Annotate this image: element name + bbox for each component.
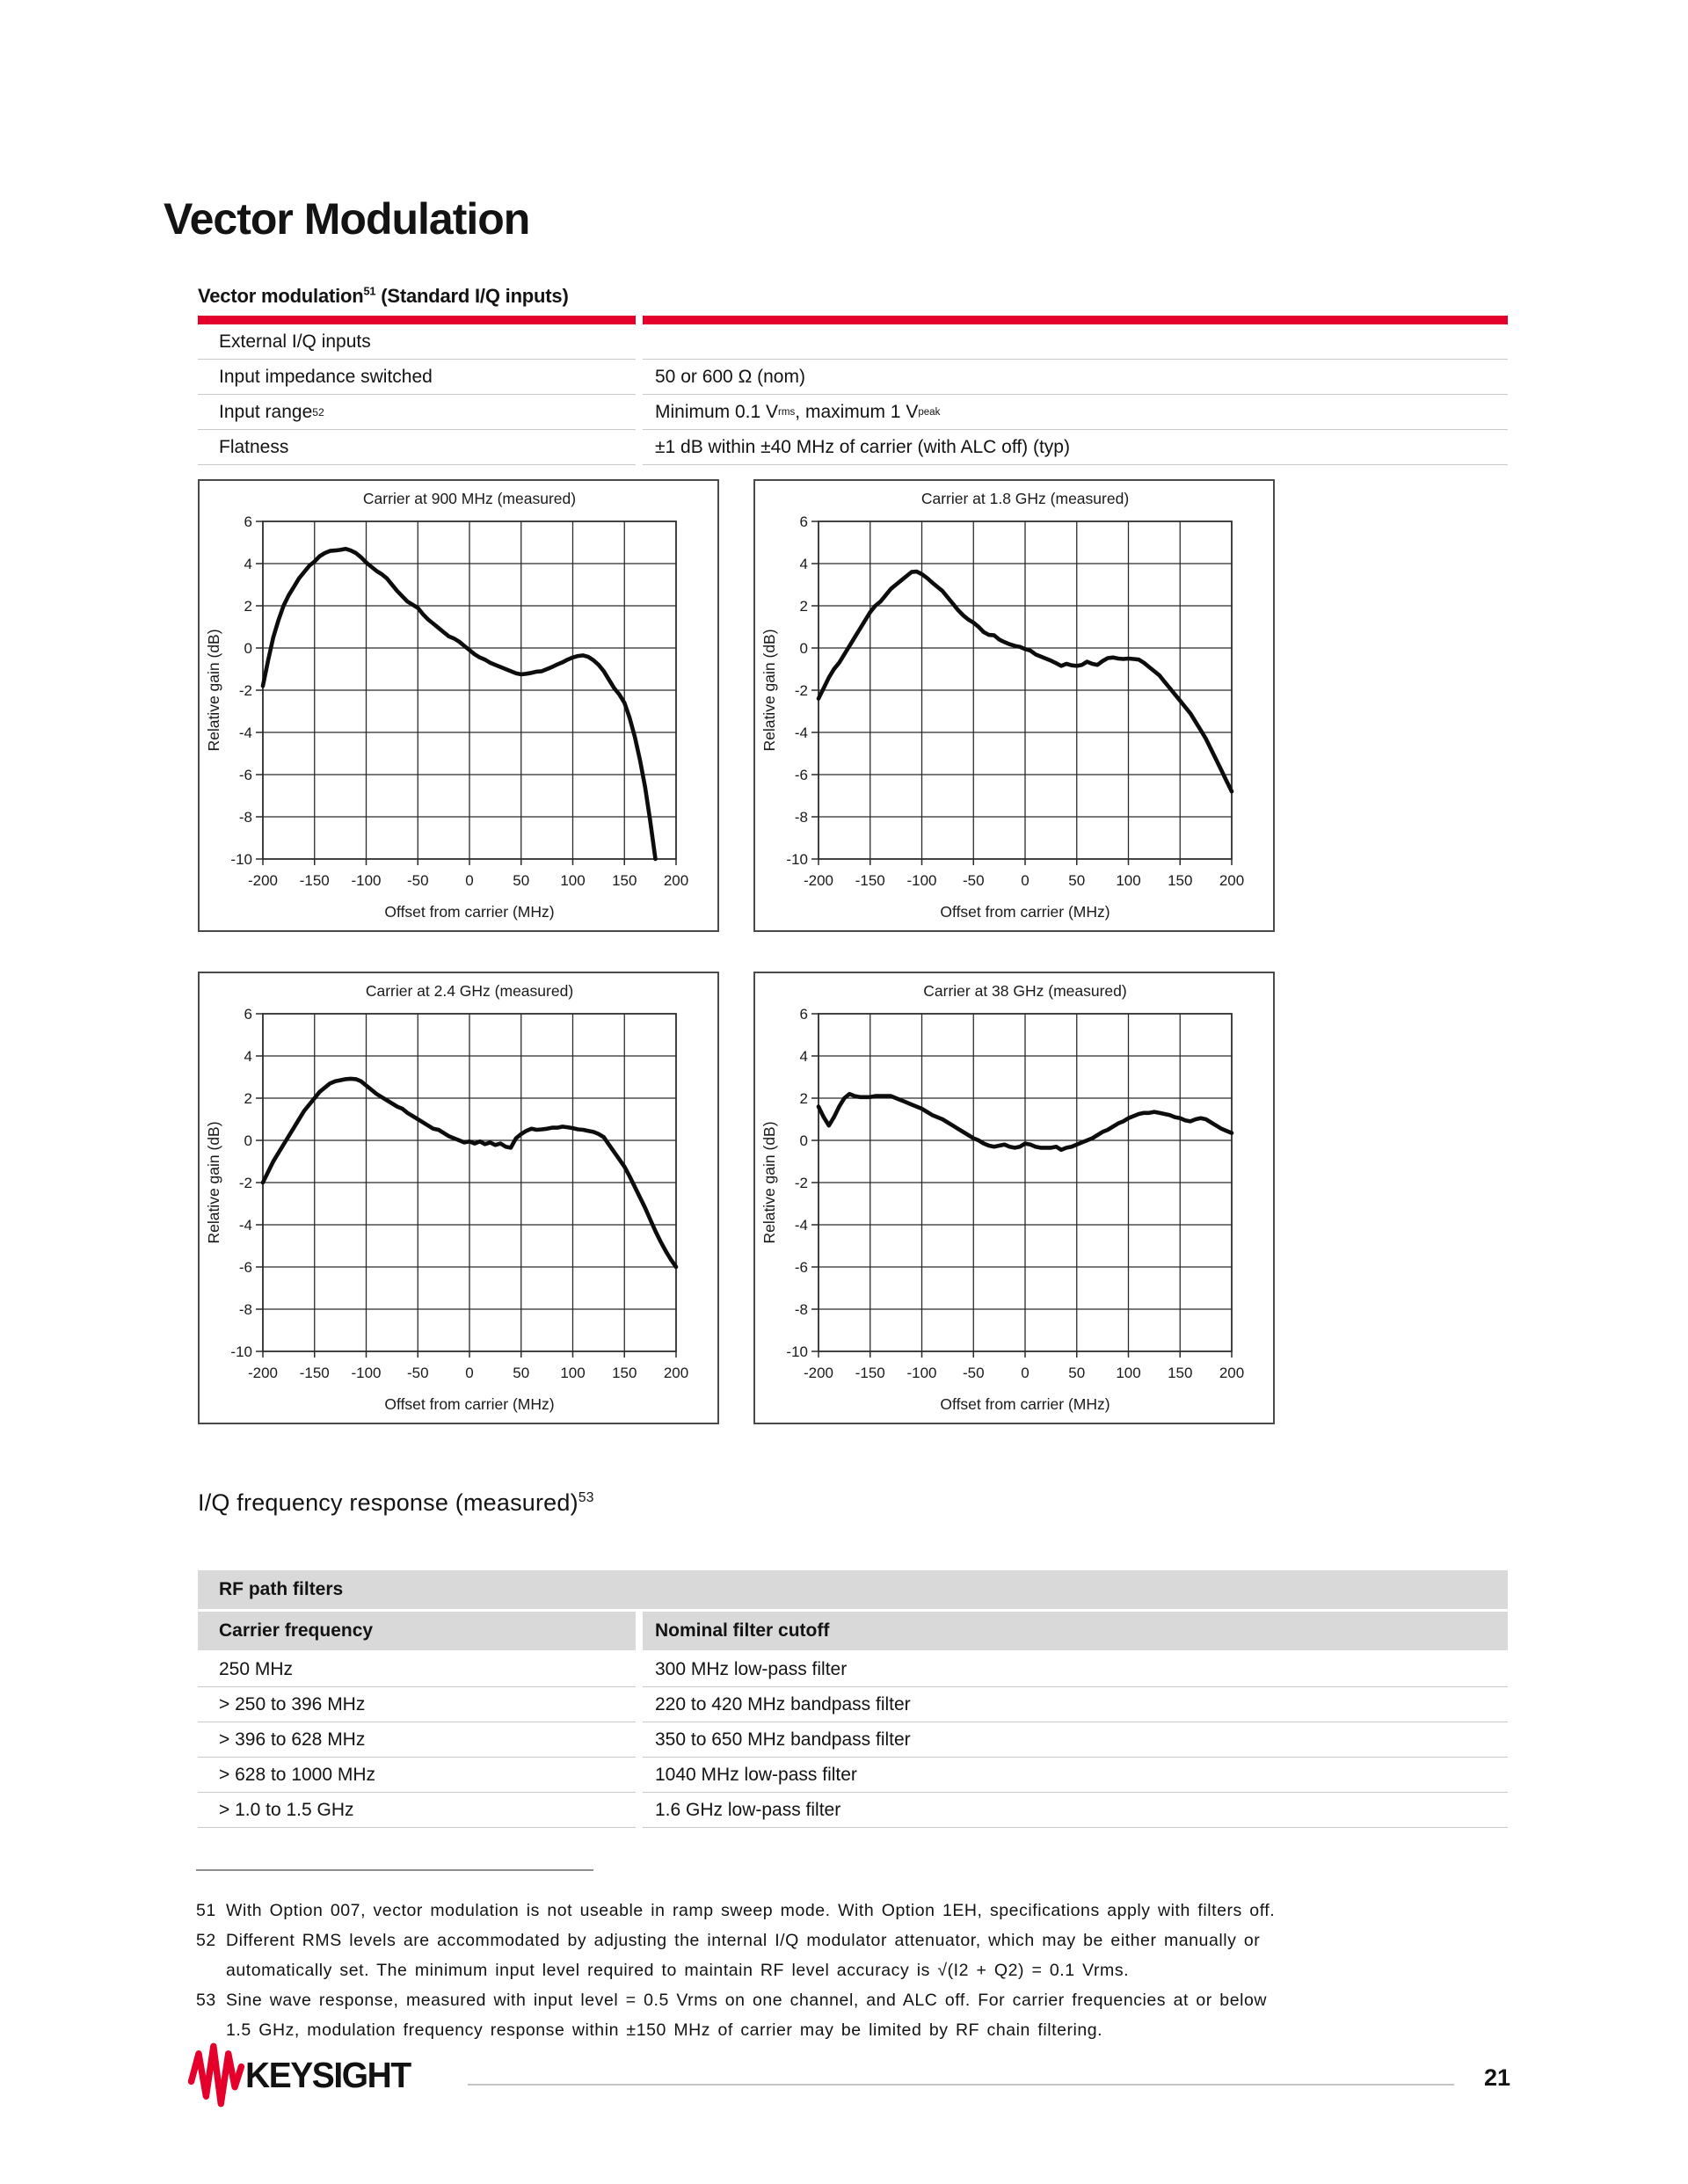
y-tick-label: -4	[238, 724, 252, 741]
y-tick-label: -4	[794, 1217, 808, 1234]
y-tick-label: -10	[230, 851, 252, 868]
x-tick-label: 0	[465, 1365, 474, 1381]
rf-table-rows	[198, 1652, 1508, 1828]
y-tick-label: 0	[244, 640, 252, 657]
chart-svg	[200, 481, 717, 930]
chart-svg	[755, 481, 1273, 930]
y-tick-label: -10	[786, 851, 808, 868]
footnote	[196, 1955, 1532, 1985]
footnote-number: 53	[196, 1991, 216, 2010]
y-tick-label: 4	[244, 1048, 252, 1065]
table-cell: 300 MHz low-pass filter	[643, 1652, 1508, 1687]
column-gap	[636, 430, 643, 465]
y-tick-label: -6	[238, 1259, 252, 1276]
table-row	[198, 1652, 1508, 1687]
footer-rule	[468, 2084, 1454, 2086]
footnote	[196, 1926, 1532, 1955]
footnote-text: 1.5 GHz, modulation frequency response within ±150 MHz of carrier may be limited by RF chain filtering.	[226, 2020, 1103, 2040]
column-gap	[636, 360, 643, 395]
x-tick-label: -200	[803, 1365, 834, 1381]
x-tick-label: 150	[1168, 872, 1193, 889]
y-tick-label: 2	[799, 1090, 808, 1107]
keysight-spark-icon	[187, 2041, 245, 2109]
chart-carrier-38ghz	[753, 972, 1275, 1424]
rf-table-group-header: RF path filters	[198, 1570, 1508, 1609]
y-tick-label: -8	[238, 1301, 252, 1318]
chart-carrier-900mhz	[198, 479, 719, 932]
x-tick-label: -150	[299, 872, 330, 889]
table-row	[198, 430, 1508, 465]
x-tick-label: 0	[1021, 872, 1030, 889]
y-tick-label: -10	[230, 1343, 252, 1360]
keysight-wordmark: KEYSIGHT	[245, 2054, 411, 2095]
column-gap	[636, 1758, 643, 1793]
x-tick-label: 0	[1021, 1365, 1030, 1381]
x-tick-label: 200	[663, 1365, 689, 1381]
column-gap	[636, 395, 643, 430]
x-tick-label: -150	[299, 1365, 330, 1381]
x-tick-label: 150	[612, 1365, 637, 1381]
table-cell	[643, 324, 1508, 360]
table-row	[198, 324, 1508, 360]
x-tick-label: 50	[513, 872, 530, 889]
footnote-lines	[196, 1896, 1532, 2045]
x-tick-label: -50	[406, 1365, 429, 1381]
table-cell: Input impedance switched	[198, 360, 636, 395]
y-tick-label: -10	[786, 1343, 808, 1360]
x-tick-label: -100	[906, 1365, 937, 1381]
footnote-separator	[196, 1869, 593, 1871]
table-row	[198, 360, 1508, 395]
table-cell: > 628 to 1000 MHz	[198, 1758, 636, 1793]
x-tick-label: 150	[1168, 1365, 1193, 1381]
x-tick-label: 200	[1219, 872, 1245, 889]
chart-title: Carrier at 2.4 GHz (measured)	[365, 982, 574, 1000]
data-curve	[263, 549, 656, 859]
x-tick-label: -100	[906, 872, 937, 889]
table-cell: Input range 52	[198, 395, 636, 430]
spec-table-title: Vector modulation$^{51}$ (Standard I/Q inputs)	[198, 284, 569, 307]
x-tick-label: -200	[247, 872, 279, 889]
table-cell: 1.6 GHz low-pass filter	[643, 1793, 1508, 1828]
table-cell: 220 to 420 MHz bandpass filter	[643, 1687, 1508, 1722]
table-cell: External I/Q inputs	[198, 324, 636, 360]
y-tick-label: -2	[238, 682, 252, 699]
accent-bar-segment	[198, 316, 636, 324]
page-number: 21	[1484, 2064, 1511, 2091]
page-title: Vector Modulation	[164, 194, 530, 244]
y-tick-label: 0	[799, 640, 808, 657]
y-tick-label: 4	[799, 556, 808, 572]
y-tick-label: 0	[799, 1132, 808, 1149]
table-row	[198, 1758, 1508, 1793]
y-axis-label: Relative gain (dB)	[760, 629, 778, 752]
footnote-text: automatically set. The minimum input level required to maintain RF level accuracy is √(I2 + Q2) = 0.1 Vrms.	[226, 1961, 1130, 1980]
footnote-number: 51	[196, 1901, 216, 1920]
y-axis-label: Relative gain (dB)	[205, 1121, 222, 1244]
y-tick-label: -4	[238, 1217, 252, 1234]
iq-frequency-response-heading: I/Q frequency response (measured)$^{53}$	[198, 1489, 594, 1516]
y-tick-label: -8	[238, 809, 252, 826]
spec-table-rows	[198, 324, 1508, 465]
x-tick-label: 200	[663, 872, 689, 889]
accent-bar-gap	[636, 316, 643, 324]
footnote	[196, 1896, 1532, 1926]
y-tick-label: 0	[244, 1132, 252, 1149]
y-tick-label: 2	[244, 598, 252, 615]
table-cell: > 1.0 to 1.5 GHz	[198, 1793, 636, 1828]
x-tick-label: -200	[247, 1365, 279, 1381]
footnotes-block	[196, 1869, 1532, 2045]
column-gap	[636, 324, 643, 360]
y-tick-label: 4	[244, 556, 252, 572]
y-tick-label: -6	[794, 767, 808, 783]
x-axis-label: Offset from carrier (MHz)	[384, 903, 555, 921]
footnote	[196, 1985, 1532, 2015]
footnote-number: 52	[196, 1931, 216, 1950]
x-tick-label: -150	[855, 872, 885, 889]
y-tick-label: -2	[238, 1175, 252, 1191]
column-gap	[636, 1722, 643, 1758]
x-tick-label: 100	[1116, 872, 1141, 889]
table-cell: 50 or 600 Ω (nom)	[643, 360, 1508, 395]
y-tick-label: 6	[799, 1006, 808, 1023]
table-cell: 350 to 650 MHz bandpass filter	[643, 1722, 1508, 1758]
x-tick-label: -100	[351, 1365, 382, 1381]
chart-title: Carrier at 38 GHz (measured)	[923, 982, 1127, 1000]
table-row	[198, 1687, 1508, 1722]
chart-svg	[200, 973, 717, 1423]
x-tick-label: 50	[1068, 1365, 1086, 1381]
y-tick-label: 2	[799, 598, 808, 615]
table-row	[198, 395, 1508, 430]
vector-modulation-spec-table	[198, 285, 1508, 465]
chart-title: Carrier at 1.8 GHz (measured)	[920, 490, 1130, 507]
column-header-nominal-filter-cutoff: Nominal filter cutoff	[643, 1612, 1508, 1650]
footnote-text: With Option 007, vector modulation is not useable in ramp sweep mode. With Option 1EH, specifications apply with filters off.	[226, 1901, 1276, 1920]
y-axis-label: Relative gain (dB)	[205, 629, 222, 752]
x-tick-label: 200	[1219, 1365, 1245, 1381]
y-tick-label: 4	[799, 1048, 808, 1065]
column-gap	[636, 1612, 643, 1650]
y-tick-label: -6	[794, 1259, 808, 1276]
x-tick-label: 50	[513, 1365, 530, 1381]
y-tick-label: -8	[794, 809, 808, 826]
chart-title: Carrier at 900 MHz (measured)	[362, 490, 577, 507]
table-row	[198, 1722, 1508, 1758]
x-tick-label: -200	[803, 872, 834, 889]
column-gap	[636, 1793, 643, 1828]
x-tick-label: -100	[351, 872, 382, 889]
keysight-logo	[187, 2040, 419, 2110]
table-row	[198, 1793, 1508, 1828]
x-tick-label: 100	[1116, 1365, 1141, 1381]
footnote-text: Sine wave response, measured with input level = 0.5 Vrms on one channel, and ALC off. For carrier frequencies at or below	[226, 1991, 1268, 2010]
y-tick-label: -6	[238, 767, 252, 783]
y-tick-label: 6	[799, 513, 808, 530]
y-tick-label: -8	[794, 1301, 808, 1318]
y-tick-label: -2	[794, 682, 808, 699]
chart-carrier-2-4ghz	[198, 972, 719, 1424]
table-accent-bar	[198, 316, 1508, 324]
table-cell: 1040 MHz low-pass filter	[643, 1758, 1508, 1793]
x-tick-label: 50	[1068, 872, 1086, 889]
x-tick-label: -50	[962, 872, 985, 889]
y-tick-label: 2	[244, 1090, 252, 1107]
rf-path-filters-table	[198, 1570, 1508, 1828]
x-tick-label: -50	[962, 1365, 985, 1381]
x-tick-label: 0	[465, 872, 474, 889]
x-tick-label: 100	[560, 1365, 586, 1381]
table-cell: > 396 to 628 MHz	[198, 1722, 636, 1758]
accent-bar-segment	[643, 316, 1508, 324]
y-tick-label: -4	[794, 724, 808, 741]
table-cell: Flatness	[198, 430, 636, 465]
y-axis-label: Relative gain (dB)	[760, 1121, 778, 1244]
footnote-text: Different RMS levels are accommodated by adjusting the internal I/Q modulator attenuator, which may be either manually or	[226, 1931, 1261, 1950]
column-gap	[636, 1652, 643, 1687]
x-tick-label: -150	[855, 1365, 885, 1381]
table-cell: > 250 to 396 MHz	[198, 1687, 636, 1722]
column-header-carrier-frequency: Carrier frequency	[198, 1612, 636, 1650]
chart-carrier-1-8ghz	[753, 479, 1275, 932]
x-tick-label: -50	[406, 872, 429, 889]
table-cell: ±1 dB within ±40 MHz of carrier (with ALC off) (typ)	[643, 430, 1508, 465]
y-tick-label: -2	[794, 1175, 808, 1191]
column-gap	[636, 1687, 643, 1722]
x-tick-label: 100	[560, 872, 586, 889]
x-axis-label: Offset from carrier (MHz)	[940, 1395, 1110, 1413]
y-tick-label: 6	[244, 513, 252, 530]
table-cell: 250 MHz	[198, 1652, 636, 1687]
table-cell: Minimum 0.1 V rms , maximum 1 V peak	[643, 395, 1508, 430]
x-axis-label: Offset from carrier (MHz)	[384, 1395, 555, 1413]
y-tick-label: 6	[244, 1006, 252, 1023]
rf-table-column-headers	[198, 1612, 1508, 1650]
chart-svg	[755, 973, 1273, 1423]
x-tick-label: 150	[612, 872, 637, 889]
x-axis-label: Offset from carrier (MHz)	[940, 903, 1110, 921]
